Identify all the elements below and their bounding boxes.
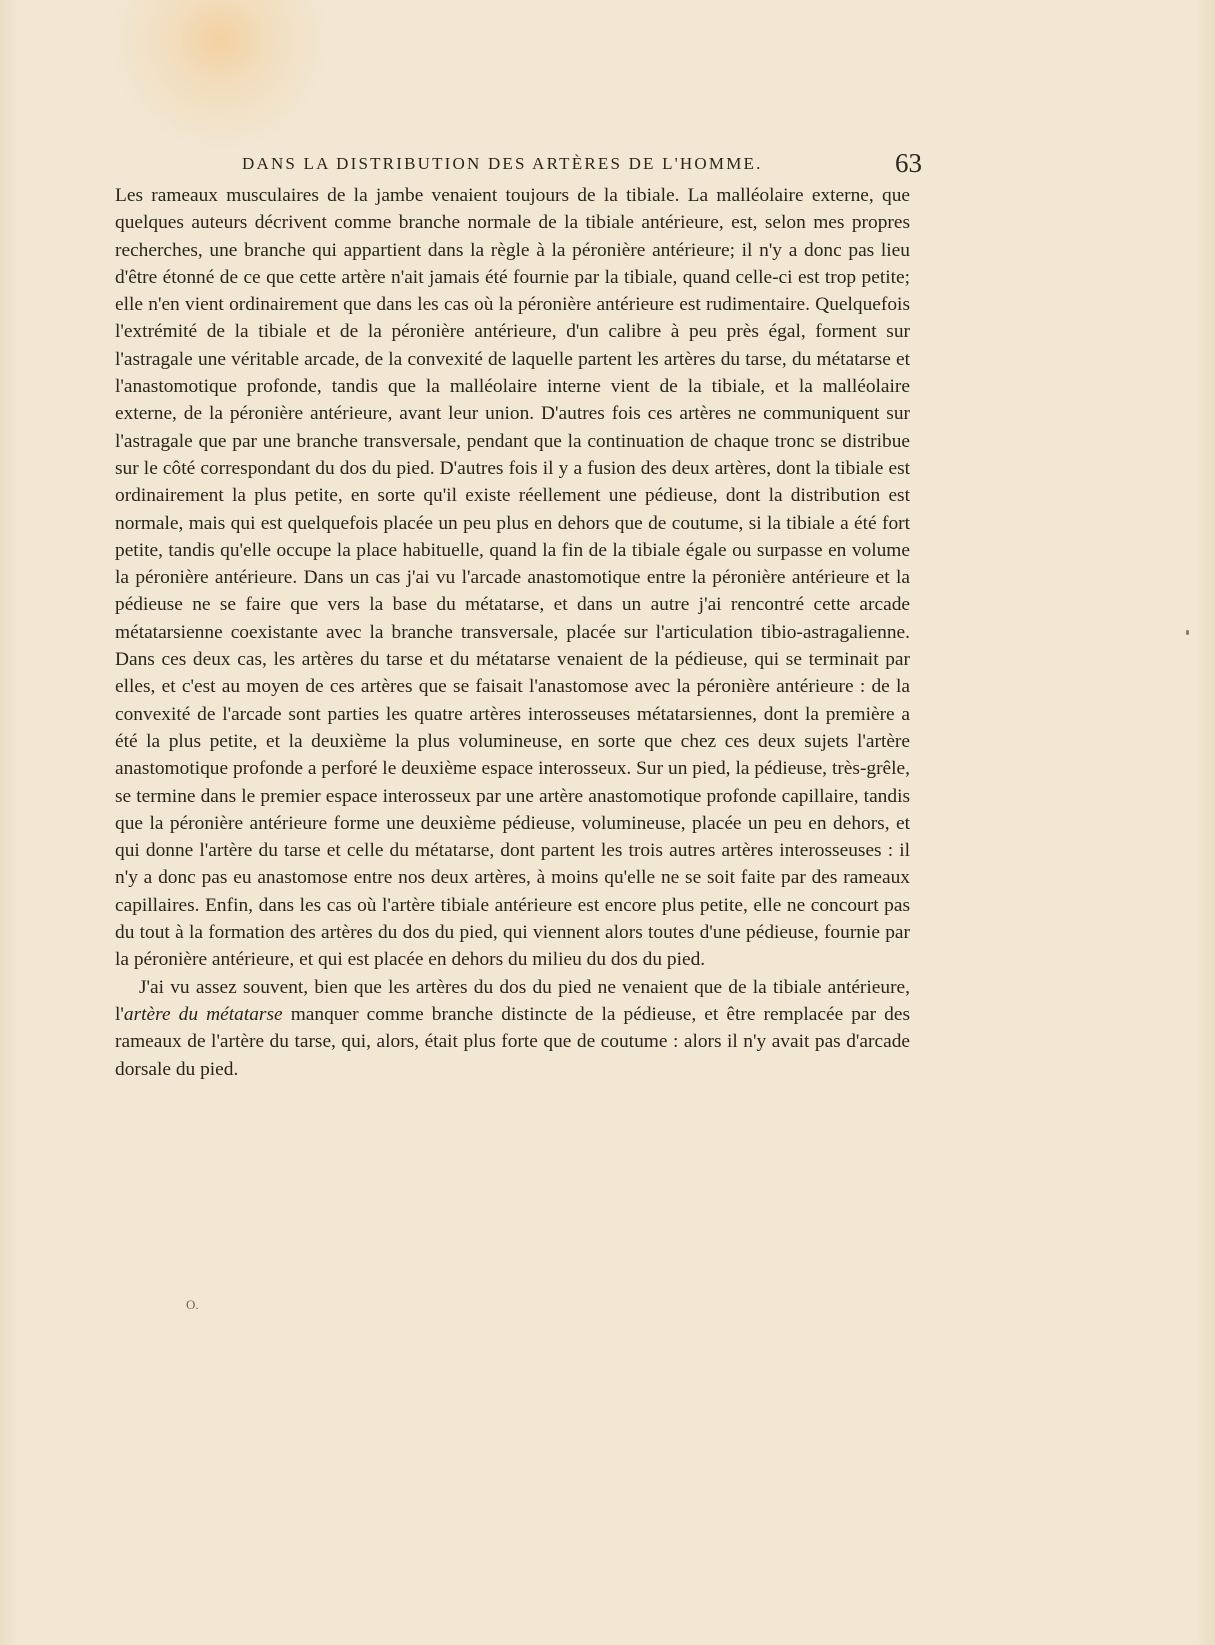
italic-term: artère du métatarse <box>123 1003 283 1025</box>
paragraph-2-text-end: manquer comme branche distincte de la pédieuse, et être remplacée par des rameaux de l'artère du tarse, qui, alors, était plus forte que de coutume : alors il n'y avait pas d'arcade dorsale du pied. <box>115 1003 910 1080</box>
signature-mark: O. <box>186 1297 199 1312</box>
page-number: 63 <box>895 148 922 178</box>
page-header <box>242 148 922 184</box>
paragraph-2-text-start: J'ai vu assez souvent, bien que les artères du dos du pied ne venaient que de la tibiale antérieure, l' <box>115 976 910 1025</box>
paragraph-2 <box>115 974 910 1083</box>
running-title: DANS LA DISTRIBUTION DES ARTÈRES DE L'HOMME. <box>242 154 763 173</box>
paragraph-1: Les rameaux musculaires de la jambe venaient toujours de la tibiale. La malléolaire externe, que quelques auteurs décrivent comme branche normale de la tibiale antérieure, est, selon mes propres recherches, une branche qui appartient dans la règle à la péronière antérieure; il n'y a donc pas lieu d'être étonné de ce que cette artère n'ait jamais été fournie par la tibiale, quand celle-ci est trop petite; elle n'en vient ordinairement que dans les cas où la péronière antérieure est rudimentaire. Quelquefois l'extrémité de la tibiale et de la péronière antérieure, d'un calibre à peu près égal, forment sur l'astragale une véritable arcade, de la convexité de laquelle partent les artères du tarse, du métatarse et l'anastomotique profonde, tandis que la malléolaire interne vient de la tibiale, et la malléolaire externe, de la péronière antérieure, avant leur union. D'autres fois ces artères ne communiquent sur l'astragale que par une branche transversale, pendant que la continuation de chaque tronc se distribue sur le côté correspondant du dos du pied. D'autres fois il y a fusion des deux artères, dont la tibiale est ordinairement la plus petite, en sorte qu'il existe réellement une pédieuse, dont la distribution est normale, mais qui est quelquefois placée un peu plus en dehors que de coutume, si la tibiale a été fort petite, tandis qu'elle occupe la place habituelle, quand la fin de la tibiale égale ou surpasse en volume la péronière antérieure. Dans un cas j'ai vu l'arcade anastomotique entre la péronière antérieure et la pédieuse ne se faire que vers la base du métatarse, et dans un autre j'ai rencontré cette arcade métatarsienne coexistante avec la branche transversale, placée sur l'articulation tibio-astragalienne. Dans ces deux cas, les artères du tarse et du métatarse venaient de la pédieuse, qui se terminait par elles, et c'est au moyen de ces artères que se faisait l'anastomose avec la péronière antérieure : de la convexité de l'arcade sont parties les quatre artères interosseuses métatarsiennes, dont la première a été la plus petite, et la deuxième la plus volumineuse, en sorte que chez ces deux sujets l'artère anastomotique profonde a perforé le deuxième espace interosseux. Sur un pied, la pédieuse, très-grêle, se termine dans le premier espace interosseux par une artère anastomotique profonde capillaire, tandis que la péronière antérieure forme une deuxième pédieuse, volumineuse, placée un peu en dehors, et qui donne l'artère du tarse et celle du métatarse, dont partent les trois autres artères interosseuses : il n'y a donc pas eu anastomose entre nos deux artères, à moins qu'elle ne se soit faite par des rameaux capillaires. Enfin, dans les cas où l'artère tibiale antérieure est encore plus petite, elle ne concourt pas du tout à la formation des artères du dos du pied, qui viennent alors toutes d'une pédieuse, fournie par la péronière antérieure, et qui est placée en dehors du milieu du dos du pied. <box>115 185 910 971</box>
margin-speck <box>1186 630 1189 635</box>
body-text <box>115 182 910 1083</box>
